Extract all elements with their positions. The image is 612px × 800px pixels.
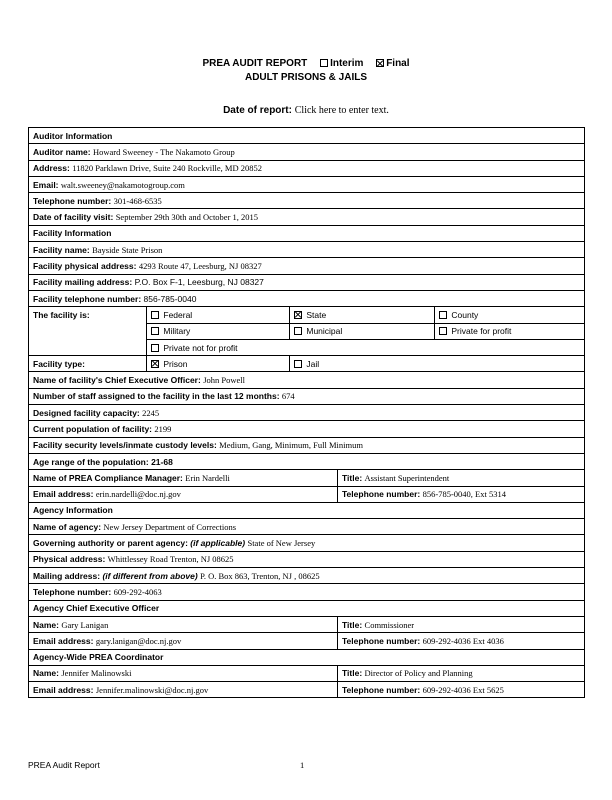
private-nonprofit-label: Private not for profit — [163, 342, 238, 353]
row-facility-name — [29, 242, 585, 258]
ceo-phone-value[interactable]: 609-292-4036 Ext 4036 — [422, 635, 504, 646]
auditor-email-value[interactable]: walt.sweeney@nakamotogroup.com — [60, 179, 185, 190]
agency-phone-value[interactable]: 609-292-4063 — [113, 586, 162, 597]
row-age-range — [29, 453, 585, 469]
row-agency-name — [29, 519, 585, 535]
audit-form-table — [28, 127, 585, 698]
option-military[interactable] — [147, 323, 290, 339]
section-auditor — [29, 128, 585, 144]
age-range-value[interactable]: 21-68 — [151, 456, 173, 467]
military-label: Military — [163, 326, 191, 337]
jail-checkbox[interactable] — [294, 360, 302, 368]
private-profit-label: Private for profit — [451, 326, 512, 337]
report-subtitle: ADULT PRISONS & JAILS — [244, 72, 368, 83]
facility-name-value[interactable]: Bayside State Prison — [92, 244, 163, 255]
ceo-email-label: Email address: — [33, 635, 94, 646]
auditor-name-value[interactable]: Howard Sweeney - The Nakamoto Group — [93, 146, 235, 157]
federal-label: Federal — [163, 309, 193, 320]
state-checkbox[interactable] — [294, 311, 302, 319]
row-staff-count — [29, 388, 585, 404]
row-facility-mailing — [29, 274, 585, 290]
interim-checkbox[interactable] — [320, 59, 328, 67]
row-agency-phone — [29, 584, 585, 600]
facility-ceo-label: Name of facility's Chief Executive Officer: — [33, 375, 201, 386]
facility-mailing-label: Facility mailing address: — [33, 277, 133, 288]
final-checkbox[interactable] — [376, 59, 384, 67]
prison-checkbox[interactable] — [151, 360, 159, 368]
row-pcm-name — [29, 470, 585, 486]
governing-authority-value[interactable]: State of New Jersey — [247, 538, 316, 549]
date-input[interactable]: Click here to enter text. — [294, 105, 389, 116]
coordinator-email-value[interactable]: Jennifer.malinowski@doc.nj.gov — [95, 684, 209, 695]
staff-count-label: Number of staff assigned to the facility in the last 12 months: — [33, 391, 280, 402]
auditor-address-value[interactable]: 11820 Parklawn Drive, Suite 240 Rockville, MD 20852 — [72, 163, 262, 174]
facility-mailing-value[interactable]: P.O. Box F-1, Leesburg, NJ 08327 — [134, 277, 264, 288]
row-agency-mailing — [29, 568, 585, 584]
row-facility-is-1 — [29, 307, 585, 323]
row-facility-physical — [29, 258, 585, 274]
facility-is-label: The facility is: — [29, 307, 147, 356]
coordinator-phone-label: Telephone number: — [342, 684, 421, 695]
county-label: County — [451, 309, 479, 320]
section-header: Agency Chief Executive Officer — [29, 600, 585, 616]
ceo-name-value[interactable]: Gary Lanigan — [61, 619, 109, 630]
capacity-value[interactable]: 2245 — [142, 407, 160, 418]
final-label: Final — [386, 58, 410, 69]
section-header: Agency Information — [29, 502, 585, 518]
section-facility — [29, 225, 585, 241]
facility-phone-label: Facility telephone number: — [33, 293, 142, 304]
agency-mailing-hint: (if different from above) — [102, 570, 198, 581]
coordinator-title-label: Title: — [342, 668, 363, 679]
report-date — [0, 105, 612, 116]
ceo-title-label: Title: — [342, 619, 363, 630]
facility-physical-value[interactable]: 4293 Route 47, Leesburg, NJ 08327 — [138, 261, 262, 272]
footer-title: PREA Audit Report — [28, 760, 100, 770]
pcm-name-value[interactable]: Erin Nardelli — [185, 472, 230, 483]
section-header: Facility Information — [29, 225, 585, 241]
row-ceo-name — [29, 616, 585, 632]
interim-label: Interim — [330, 58, 364, 69]
row-security-levels — [29, 437, 585, 453]
report-title-text: PREA AUDIT REPORT — [202, 58, 308, 69]
row-facility-phone — [29, 290, 585, 306]
option-federal[interactable] — [147, 307, 290, 323]
row-auditor-address — [29, 160, 585, 176]
facility-name-label: Facility name: — [33, 244, 90, 255]
row-coordinator-name — [29, 665, 585, 681]
auditor-name-label: Auditor name: — [33, 146, 91, 157]
option-state[interactable] — [290, 307, 435, 323]
pcm-email-value[interactable]: erin.nardelli@doc.nj.gov — [95, 489, 181, 500]
row-facility-type — [29, 356, 585, 372]
visit-date-value[interactable]: September 29th 30th and October 1, 2015 — [115, 212, 259, 223]
row-governing-authority — [29, 535, 585, 551]
row-ceo-email — [29, 633, 585, 649]
pcm-title-label: Title: — [342, 472, 363, 483]
population-value[interactable]: 2199 — [154, 423, 172, 434]
agency-physical-value[interactable]: Whittlessey Road Trenton, NJ 08625 — [107, 554, 234, 565]
auditor-phone-label: Telephone number: — [33, 195, 112, 206]
row-population — [29, 421, 585, 437]
row-auditor-email — [29, 176, 585, 192]
report-title — [0, 58, 612, 69]
row-coordinator-email — [29, 682, 585, 698]
prison-label: Prison — [163, 358, 188, 369]
section-ceo — [29, 600, 585, 616]
section-header: Auditor Information — [29, 128, 585, 144]
agency-name-value[interactable]: New Jersey Department of Corrections — [103, 521, 237, 532]
row-auditor-name — [29, 144, 585, 160]
option-private-nonprofit[interactable] — [147, 339, 585, 355]
agency-name-label: Name of agency: — [33, 521, 102, 532]
auditor-email-label: Email: — [33, 179, 59, 190]
row-pcm-email — [29, 486, 585, 502]
pcm-email-label: Email address: — [33, 489, 94, 500]
facility-phone-value[interactable]: 856-785-0040 — [143, 293, 197, 304]
auditor-address-label: Address: — [33, 163, 70, 174]
agency-mailing-label: Mailing address: — [33, 570, 101, 581]
option-private-profit[interactable] — [435, 323, 585, 339]
security-levels-value[interactable]: Medium, Gang, Minimum, Full Minimum — [219, 440, 363, 451]
option-county[interactable] — [435, 307, 585, 323]
staff-count-value[interactable]: 674 — [281, 391, 295, 402]
agency-mailing-value[interactable]: P. O. Box 863, Trenton, NJ , 08625 — [200, 570, 320, 581]
visit-date-label: Date of facility visit: — [33, 212, 114, 223]
pcm-name-label: Name of PREA Compliance Manager: — [33, 472, 183, 483]
facility-physical-label: Facility physical address: — [33, 261, 137, 272]
coordinator-name-label: Name: — [33, 668, 59, 679]
governing-authority-label: Governing authority or parent agency: — [33, 538, 188, 549]
row-visit-date — [29, 209, 585, 225]
municipal-label: Municipal — [306, 326, 343, 337]
coordinator-name-value[interactable]: Jennifer Malinowski — [61, 668, 132, 679]
section-header: Agency-Wide PREA Coordinator — [29, 649, 585, 665]
military-checkbox[interactable] — [151, 327, 159, 335]
option-jail[interactable] — [290, 356, 585, 372]
governing-authority-hint: (if applicable) — [190, 538, 246, 549]
row-capacity — [29, 405, 585, 421]
ceo-phone-label: Telephone number: — [342, 635, 421, 646]
auditor-phone-value[interactable]: 301-468-6535 — [113, 195, 162, 206]
facility-type-label: Facility type: — [29, 356, 147, 372]
capacity-label: Designed facility capacity: — [33, 407, 140, 418]
row-facility-ceo — [29, 372, 585, 388]
section-agency — [29, 502, 585, 518]
private-profit-checkbox[interactable] — [439, 327, 447, 335]
county-checkbox[interactable] — [439, 311, 447, 319]
federal-checkbox[interactable] — [151, 311, 159, 319]
coordinator-title-value[interactable]: Director of Policy and Planning — [364, 668, 473, 679]
facility-ceo-value[interactable]: John Powell — [203, 375, 245, 386]
ceo-email-value[interactable]: gary.lanigan@doc.nj.gov — [95, 635, 182, 646]
option-prison[interactable] — [147, 356, 290, 372]
option-municipal[interactable] — [290, 323, 435, 339]
jail-label: Jail — [306, 358, 320, 369]
ceo-name-label: Name: — [33, 619, 59, 630]
age-range-label: Age range of the population: — [33, 456, 149, 467]
pcm-phone-value[interactable]: 856-785-0040, Ext 5314 — [422, 489, 506, 500]
pcm-phone-label: Telephone number: — [342, 489, 421, 500]
state-label: State — [306, 309, 327, 320]
date-label: Date of report: — [223, 105, 292, 116]
agency-physical-label: Physical address: — [33, 554, 106, 565]
agency-phone-label: Telephone number: — [33, 586, 112, 597]
population-label: Current population of facility: — [33, 423, 152, 434]
private-nonprofit-checkbox[interactable] — [151, 344, 159, 352]
security-levels-label: Facility security levels/inmate custody levels: — [33, 440, 217, 451]
row-agency-physical — [29, 551, 585, 567]
pcm-title-value[interactable]: Assistant Superintendent — [364, 472, 450, 483]
municipal-checkbox[interactable] — [294, 327, 302, 335]
coordinator-email-label: Email address: — [33, 684, 94, 695]
ceo-title-value[interactable]: Commissioner — [364, 619, 415, 630]
section-coordinator — [29, 649, 585, 665]
row-auditor-phone — [29, 193, 585, 209]
page-number: 1 — [300, 760, 305, 770]
coordinator-phone-value[interactable]: 609-292-4036 Ext 5625 — [422, 684, 504, 695]
